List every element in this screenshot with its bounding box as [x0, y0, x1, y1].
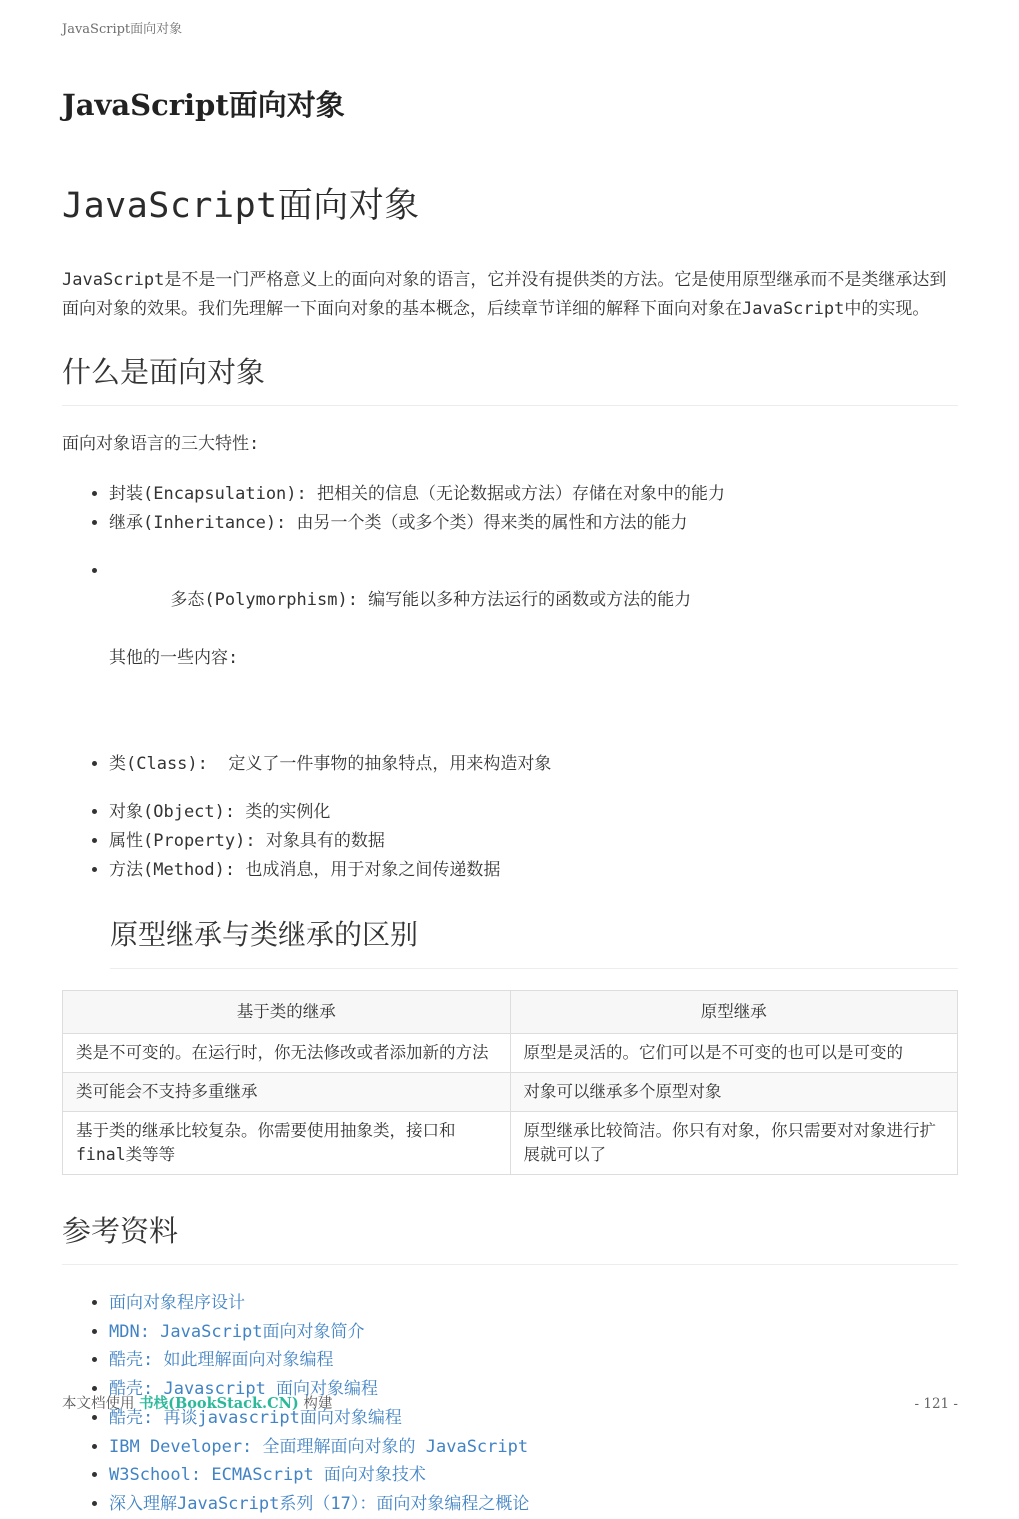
reference-link[interactable]: 酷壳: Javascript 面向对象编程 [109, 1379, 379, 1400]
heading-prototype-vs-class: 原型继承与类继承的区别 [110, 913, 958, 969]
list-item: • 属性(Property): 对象具有的数据 [109, 827, 958, 856]
table-cell: 类可能会不支持多重继承 [63, 1073, 511, 1112]
list-item [109, 557, 958, 731]
comparison-table [62, 990, 958, 1175]
list-item-note: 其他的一些内容: [109, 648, 239, 668]
table-header-row [63, 991, 958, 1034]
list-item [109, 1433, 958, 1462]
table-row [63, 1073, 958, 1112]
footer-build-note [62, 1392, 332, 1413]
list-item [109, 1490, 958, 1519]
table-cell: 基于类的继承比较复杂。你需要使用抽象类，接口和final类等等 [63, 1112, 511, 1175]
page-number: - 121 - [914, 1396, 958, 1412]
table-header-class-based: 基于类的继承 [63, 991, 511, 1034]
running-header: JavaScript面向对象 [62, 22, 183, 37]
reference-link[interactable]: 深入理解JavaScript系列（17）：面向对象编程之概论 [109, 1493, 530, 1514]
list-item: • 封装(Encapsulation): 把相关的信息（无论数据或方法）存储在对象中的能力 [109, 480, 958, 509]
list-item [109, 1289, 958, 1318]
table-cell: 对象可以继承多个原型对象 [510, 1073, 958, 1112]
footer-prefix: 本文档使用 [62, 1396, 140, 1412]
table-cell: 原型是灵活的。它们可以是不可变的也可以是可变的 [510, 1034, 958, 1073]
list-item: • 类(Class): 定义了一件事物的抽象特点，用来构造对象 [109, 750, 958, 779]
footer-suffix: 构建 [298, 1396, 333, 1412]
list-item [109, 1461, 958, 1490]
bookstack-brand-link[interactable]: 书栈(BookStack.CN) [139, 1395, 299, 1412]
list-item [109, 1346, 958, 1375]
list-item [109, 1318, 958, 1347]
list-item: • 对象(Object): 类的实例化 [109, 798, 958, 827]
table-cell: 类是不可变的。在运行时，你无法修改或者添加新的方法 [63, 1034, 511, 1073]
reference-link[interactable]: MDN: JavaScript面向对象简介 [109, 1321, 365, 1342]
features-list [62, 480, 958, 885]
table-cell: 原型继承比较简洁。你只有对象，你只需要对对象进行扩展就可以了 [510, 1112, 958, 1175]
reference-link[interactable]: IBM Developer: 全面理解面向对象的 JavaScript [109, 1436, 529, 1457]
reference-link[interactable]: 酷壳: 如此理解面向对象编程 [109, 1350, 334, 1371]
features-lead: 面向对象语言的三大特性: [62, 434, 260, 454]
heading-references: 参考资料 [62, 1209, 958, 1265]
reference-link[interactable]: W3School: ECMAScript 面向对象技术 [109, 1465, 426, 1486]
reference-link[interactable]: 酷壳: 再谈javascript面向对象编程 [109, 1407, 402, 1428]
heading-what-is-oop: 什么是面向对象 [62, 350, 958, 406]
reference-link[interactable]: 面向对象程序设计 [109, 1293, 245, 1313]
page-footer [62, 1392, 958, 1413]
list-item-text: 多态(Polymorphism): 编写能以多种方法运行的函数或方法的能力 [170, 590, 692, 610]
table-row [63, 1034, 958, 1073]
table-row [63, 1112, 958, 1175]
document-title: JavaScript面向对象 [62, 88, 345, 122]
table-header-prototype: 原型继承 [510, 991, 958, 1034]
chapter-title: JavaScript面向对象 [62, 186, 420, 226]
intro-paragraph: JavaScript是不是一门严格意义上的面向对象的语言，它并没有提供类的方法。它是使用原型继承而不是类继承达到面向对象的效果。我们先理解一下面向对象的基本概念，后续章节详细的解释下面向对象在JavaScript中的实现。 [62, 270, 947, 319]
list-item: • 继承(Inheritance): 由另一个类（或多个类）得来类的属性和方法的能力 [109, 509, 958, 538]
list-item: • 方法(Method): 也成消息，用于对象之间传递数据 [109, 856, 958, 885]
